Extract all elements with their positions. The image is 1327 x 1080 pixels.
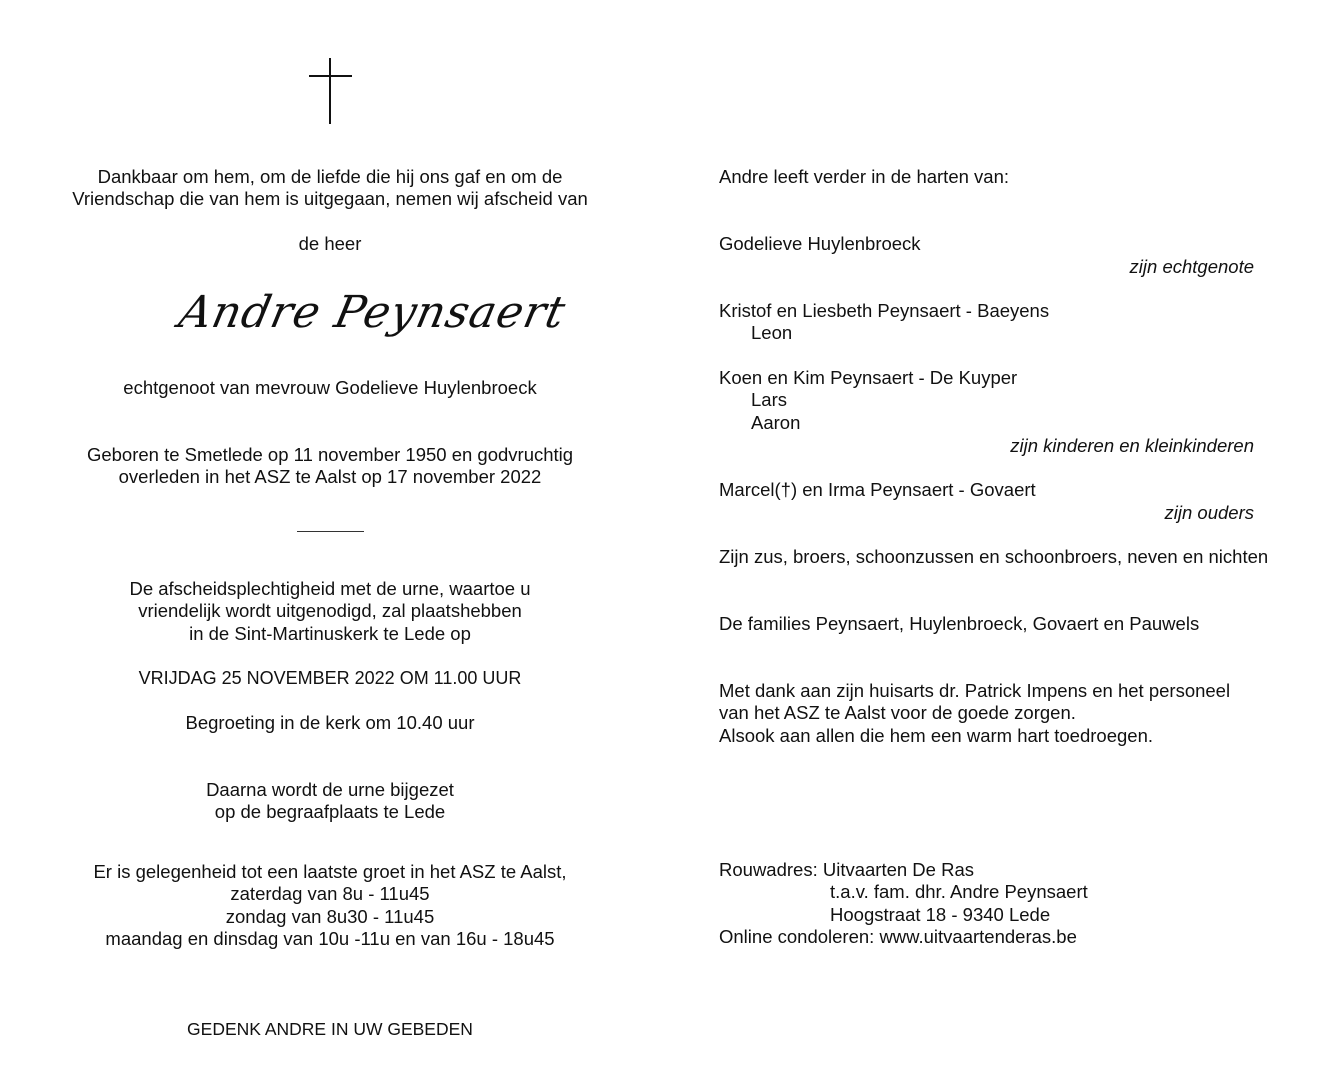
- right-intro: Andre leeft verder in de harten van:: [719, 166, 1010, 187]
- funeral-address-label: Rouwadres: Uitvaarten De Ras: [719, 859, 974, 880]
- deceased-name: Andre Peynsaert: [174, 287, 571, 338]
- ceremony-text: [55, 578, 605, 645]
- birth-death-text: [55, 444, 605, 489]
- funeral-address: [719, 859, 1279, 949]
- visiting-line-1: Er is gelegenheid tot een laatste groet in het ASZ te Aalst,: [93, 861, 567, 882]
- child-family-1: Kristof en Liesbeth Peynsaert - Baeyens: [719, 300, 1050, 321]
- children-block-2: [719, 367, 1279, 434]
- families-line: De families Peynsaert, Huylenbroeck, Govaert en Pauwels: [719, 613, 1200, 634]
- burial-line-1: Daarna wordt de urne bijgezet: [206, 779, 454, 800]
- children-block: [719, 300, 1279, 345]
- thanks-text: [719, 680, 1279, 747]
- cross-horizontal-bar: [309, 75, 352, 77]
- burial-text: [55, 779, 605, 824]
- thanks-line-2: van het ASZ te Aalst voor de goede zorgen.: [719, 702, 1076, 724]
- grandchild-2: Lars: [751, 389, 787, 411]
- thanks-line-3: Alsook aan allen die hem een warm hart toedroegen.: [719, 724, 1153, 746]
- death-line: overleden in het ASZ te Aalst op 17 november 2022: [118, 466, 542, 488]
- parents-line: Marcel(†) en Irma Peynsaert - Govaert: [719, 479, 1036, 500]
- divider: [297, 531, 364, 532]
- closing-text: GEDENK ANDRE IN UW GEBEDEN: [187, 1019, 473, 1039]
- thanks-line-1: Met dank aan zijn huisarts dr. Patrick Impens en het personeel: [719, 680, 1231, 701]
- grandchild-3: Aaron: [751, 411, 801, 433]
- spouse-relation-label: zijn echtgenote: [1129, 256, 1254, 277]
- children-relation-label: zijn kinderen en kleinkinderen: [1010, 435, 1254, 456]
- birth-line: Geboren te Smetlede op 11 november 1950 en godvruchtig: [86, 444, 574, 465]
- child-family-2: Koen en Kim Peynsaert - De Kuyper: [719, 367, 1018, 388]
- greeting-text: Begroeting in de kerk om 10.40 uur: [185, 712, 475, 733]
- grandchild-1: Leon: [751, 322, 793, 344]
- intro-line-2: Vriendschap die van hem is uitgegaan, nemen wij afscheid van: [72, 188, 588, 210]
- visiting-line-4: maandag en dinsdag van 10u -11u en van 16u - 18u45: [105, 928, 555, 950]
- online-condolences: Online condoleren: www.uitvaartenderas.be: [719, 926, 1077, 948]
- visiting-line-2: zaterdag van 8u - 11u45: [230, 883, 430, 905]
- cross-vertical-bar: [329, 58, 331, 124]
- funeral-address-line-1: t.a.v. fam. dhr. Andre Peynsaert: [830, 881, 1088, 903]
- honorific: de heer: [298, 233, 362, 254]
- funeral-address-line-2: Hoogstraat 18 - 9340 Lede: [830, 903, 1051, 925]
- siblings-line: Zijn zus, broers, schoonzussen en schoonbroers, neven en nichten: [719, 546, 1269, 567]
- intro-text: [55, 166, 605, 211]
- visiting-line-3: zondag van 8u30 - 11u45: [225, 905, 435, 927]
- ceremony-line-2: vriendelijk wordt uitgenodigd, zal plaatshebben: [138, 600, 522, 622]
- spouse-line: echtgenoot van mevrouw Godelieve Huylenbroeck: [123, 377, 537, 398]
- spouse-name: Godelieve Huylenbroeck: [719, 233, 921, 254]
- ceremony-line-1: De afscheidsplechtigheid met de urne, waartoe u: [129, 578, 531, 599]
- ceremony-date: VRIJDAG 25 NOVEMBER 2022 OM 11.00 UUR: [138, 668, 522, 688]
- ceremony-line-3: in de Sint-Martinuskerk te Lede op: [189, 622, 471, 644]
- visiting-text: [55, 861, 605, 951]
- burial-line-2: op de begraafplaats te Lede: [214, 801, 446, 823]
- parents-relation-label: zijn ouders: [1164, 502, 1254, 523]
- intro-line-1: Dankbaar om hem, om de liefde die hij ons gaf en om de: [97, 166, 563, 187]
